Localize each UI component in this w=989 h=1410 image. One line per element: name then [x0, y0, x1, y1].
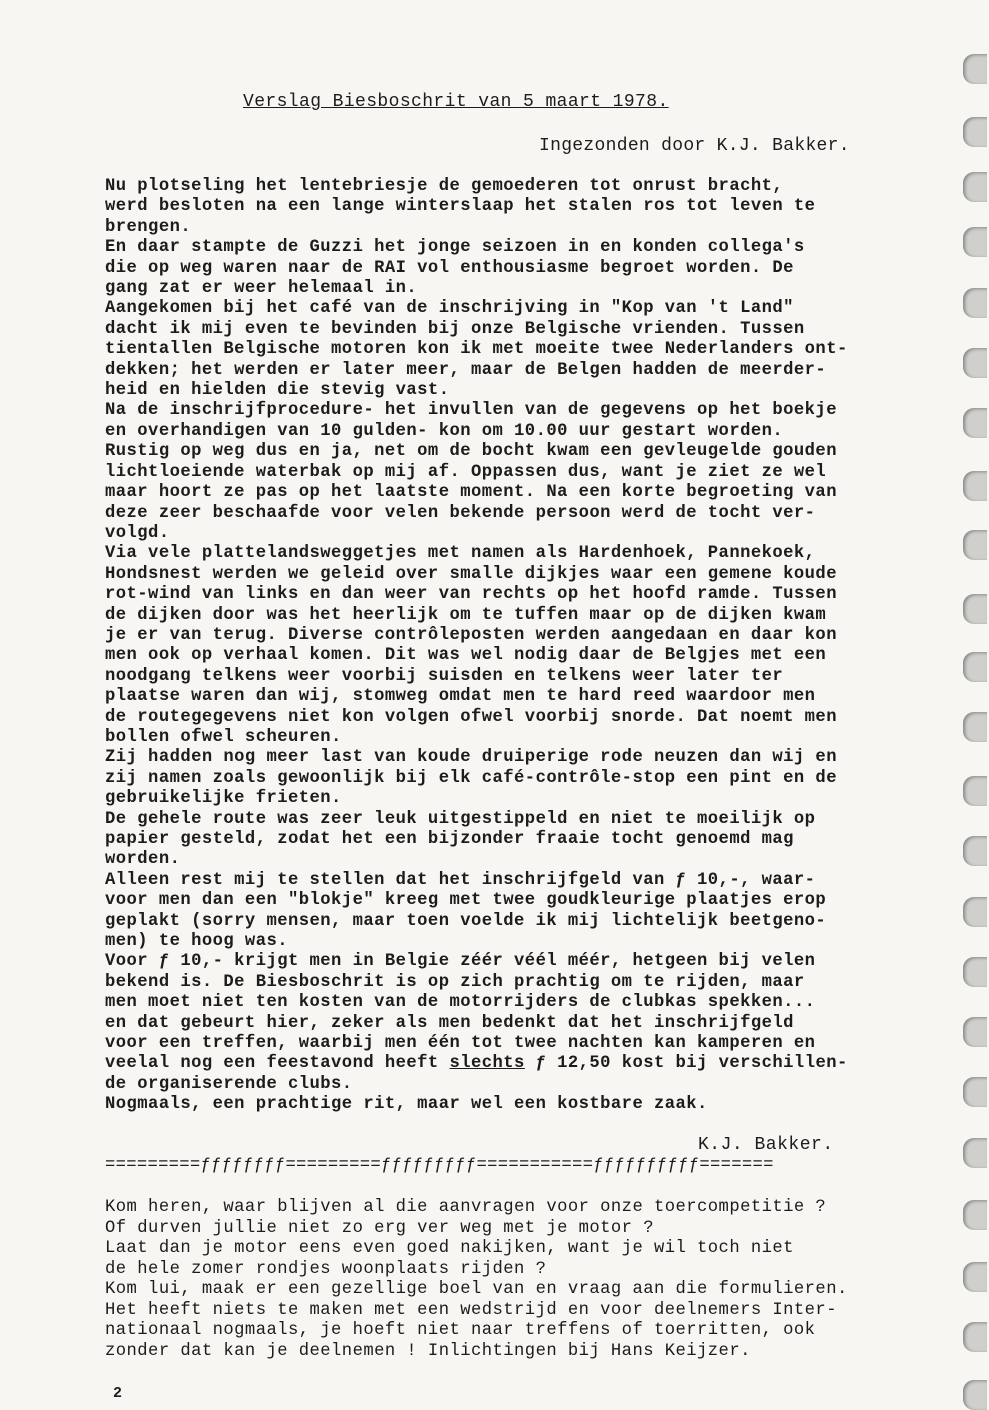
- text-line: men ook op verhaal komen. Dit was wel nodig daar de Belgjes met een: [105, 646, 827, 666]
- binder-hole: [963, 712, 987, 742]
- binder-hole: [963, 54, 987, 84]
- binder-hole: [963, 1138, 987, 1168]
- binder-hole: [963, 408, 987, 438]
- text-line: die op weg waren naar de RAI vol enthousiasme begroet worden. De: [105, 258, 794, 278]
- text-line: werd besloten na een lange winterslaap het stalen ros tot leven te: [105, 197, 816, 217]
- text-line: de organiserende clubs.: [105, 1074, 353, 1094]
- text-line: plaatse waren dan wij, stomweg omdat men te hard reed waardoor men: [105, 687, 816, 707]
- binder-hole: [963, 957, 987, 987]
- page-number: 2: [113, 1385, 123, 1402]
- text-line: Nu plotseling het lentebriesje de gemoederen tot onrust bracht,: [105, 177, 784, 196]
- binder-hole: [963, 348, 987, 378]
- text-line: maar hoort ze pas op het laatste moment. Na een korte begroeting van: [105, 483, 837, 503]
- text-line: noodgang telkens weer voorbij suisden en telkens weer later ter: [105, 666, 784, 686]
- binder-hole: [963, 652, 987, 682]
- text-line: De gehele route was zeer leuk uitgestippeld en niet te moeilijk op: [105, 809, 816, 829]
- text-fragment: veelal nog een feestavond heeft: [105, 1054, 450, 1074]
- underlined-word: slechts: [449, 1054, 525, 1074]
- binder-hole: [963, 897, 987, 927]
- binder-hole: [963, 117, 987, 147]
- text-line: Alleen rest mij te stellen dat het inschrijfgeld van ƒ 10,-, waar-: [105, 870, 816, 890]
- text-line: En daar stampte de Guzzi het jonge seizoen in en konden collega's: [105, 238, 805, 258]
- binder-hole: [963, 1017, 987, 1047]
- text-line: Kom heren, waar blijven al die aanvragen voor onze toercompetitie ?: [105, 1198, 827, 1217]
- section-divider: =========ƒƒƒƒƒƒƒƒ=========ƒƒƒƒƒƒƒƒƒ===========ƒƒƒƒƒƒƒƒƒƒ=======: [105, 1156, 774, 1175]
- text-line: geplakt (sorry mensen, maar toen voelde ik mij lichtelijk beetgeno-: [105, 911, 827, 931]
- text-line: rot-wind van links en dan weer van rechts op het hoofd ramde. Tussen: [105, 585, 837, 605]
- text-line: de routegegevens niet kon volgen ofwel voorbij snorde. Dat noemt men: [105, 707, 837, 727]
- text-line: lichtloeiende waterbak op mij af. Oppassen dus, want je ziet ze wel: [105, 462, 827, 482]
- text-line: men) te hoog was.: [105, 932, 288, 952]
- text-line: gang zat er weer helemaal in.: [105, 279, 418, 299]
- binder-hole: [963, 1380, 987, 1410]
- text-line: dekken; het werden er later meer, maar de Belgen hadden de meerder-: [105, 360, 827, 380]
- binder-hole: [963, 776, 987, 806]
- binder-hole: [963, 1322, 987, 1352]
- text-line: Kom lui, maak er een gezellige boel van en vraag aan die formulieren.: [105, 1280, 848, 1299]
- text-line: heid en hielden die stevig vast.: [105, 381, 450, 401]
- text-line: en overhandigen van 10 gulden- kon om 10.00 uur gestart worden.: [105, 421, 784, 441]
- byline: Ingezonden door K.J. Bakker.: [539, 136, 850, 156]
- text-line: deze zeer beschaafde voor velen bekende persoon werd de tocht ver-: [105, 503, 816, 523]
- text-line: Zij hadden nog meer last van koude druiperige rode neuzen dan wij en: [105, 748, 837, 768]
- text-line: nationaal nogmaals, je hoeft niet naar treffens of toerritten, ook: [105, 1321, 816, 1340]
- text-line: men moet niet ten kosten van de motorrijders de clubkas spekken...: [105, 993, 816, 1013]
- text-line: de hele zomer rondjes woonplaats rijden ?: [105, 1259, 547, 1279]
- text-line: Het heeft niets te maken met een wedstrijd en voor deelnemers Inter-: [105, 1300, 837, 1320]
- text-line: Hondsnest werden we geleid over smalle dijkjes waar een gemene koude: [105, 564, 837, 584]
- text-line: brengen.: [105, 217, 192, 237]
- binder-hole: [963, 836, 987, 866]
- text-line: tientallen Belgische motoren kon ik met moeite twee Nederlanders ont-: [105, 340, 848, 360]
- binder-hole: [963, 594, 987, 624]
- text-line: voor men dan een "blokje" kreeg met twee goudkleurige plaatjes erop: [105, 891, 827, 911]
- text-line: Of durven jullie niet zo erg ver weg met je motor ?: [105, 1218, 654, 1238]
- binder-holes: [959, 40, 989, 1403]
- text-line: Na de inschrijfprocedure- het invullen van de gegevens op het boekje: [105, 401, 837, 421]
- text-line: gebruikelijke frieten.: [105, 789, 342, 809]
- text-line: de dijken door was het heerlijk om te tuffen maar op de dijken kwam: [105, 605, 827, 625]
- text-line: en dat gebeurt hier, zeker als men bedenkt dat het inschrijfgeld: [105, 1013, 794, 1033]
- binder-hole: [963, 1077, 987, 1107]
- text-line: Voor ƒ 10,- krijgt men in Belgie zéér véél méér, hetgeen bij velen: [105, 952, 816, 972]
- binder-hole: [963, 530, 987, 560]
- text-line: volgd.: [105, 523, 170, 543]
- text-line-slechts: [105, 1054, 955, 1074]
- text-line: je er van terug. Diverse contrôleposten werden aangedaan en daar kon: [105, 625, 837, 645]
- binder-hole: [963, 471, 987, 501]
- binder-hole: [963, 1200, 987, 1230]
- binder-hole: [963, 172, 987, 202]
- text-line: zonder dat kan je deelnemen ! Inlichtingen bij Hans Keijzer.: [105, 1341, 751, 1361]
- text-line: worden.: [105, 850, 181, 870]
- text-line: papier gesteld, zodat het een bijzonder fraaie tocht genoemd mag: [105, 830, 794, 849]
- text-line: voor een treffen, waarbij men één tot twee nachten kan kamperen en: [105, 1034, 816, 1054]
- report-body: [105, 177, 955, 1116]
- page-title: Verslag Biesboschrit van 5 maart 1978.: [243, 92, 669, 112]
- text-line: Nogmaals, een prachtige rit, maar wel een kostbare zaak.: [105, 1095, 708, 1115]
- text-line: dacht ik mij even te bevinden bij onze Belgische vrienden. Tussen: [105, 319, 805, 339]
- binder-hole: [963, 227, 987, 257]
- binder-hole: [963, 288, 987, 318]
- text-line: Via vele plattelandsweggetjes met namen als Hardenhoek, Pannekoek,: [105, 544, 816, 564]
- text-line: bekend is. De Biesboschrit is op zich prachtig om te rijden, maar: [105, 972, 805, 992]
- text-line: Laat dan je motor eens even goed nakijken, want je wil toch niet: [105, 1239, 794, 1258]
- notice-body: [105, 1198, 955, 1362]
- text-line: Rustig op weg dus en ja, net om de bocht kwam een gevleugelde gouden: [105, 442, 837, 462]
- signature: K.J. Bakker.: [698, 1135, 834, 1155]
- text-line: bollen ofwel scheuren.: [105, 727, 342, 747]
- text-line: Aangekomen bij het café van de inschrijving in "Kop van 't Land": [105, 299, 794, 319]
- binder-hole: [963, 1262, 987, 1292]
- text-line: zij namen zoals gewoonlijk bij elk café-contrôle-stop een pint en de: [105, 768, 837, 788]
- text-fragment: ƒ 12,50 kost bij verschillen-: [524, 1054, 848, 1074]
